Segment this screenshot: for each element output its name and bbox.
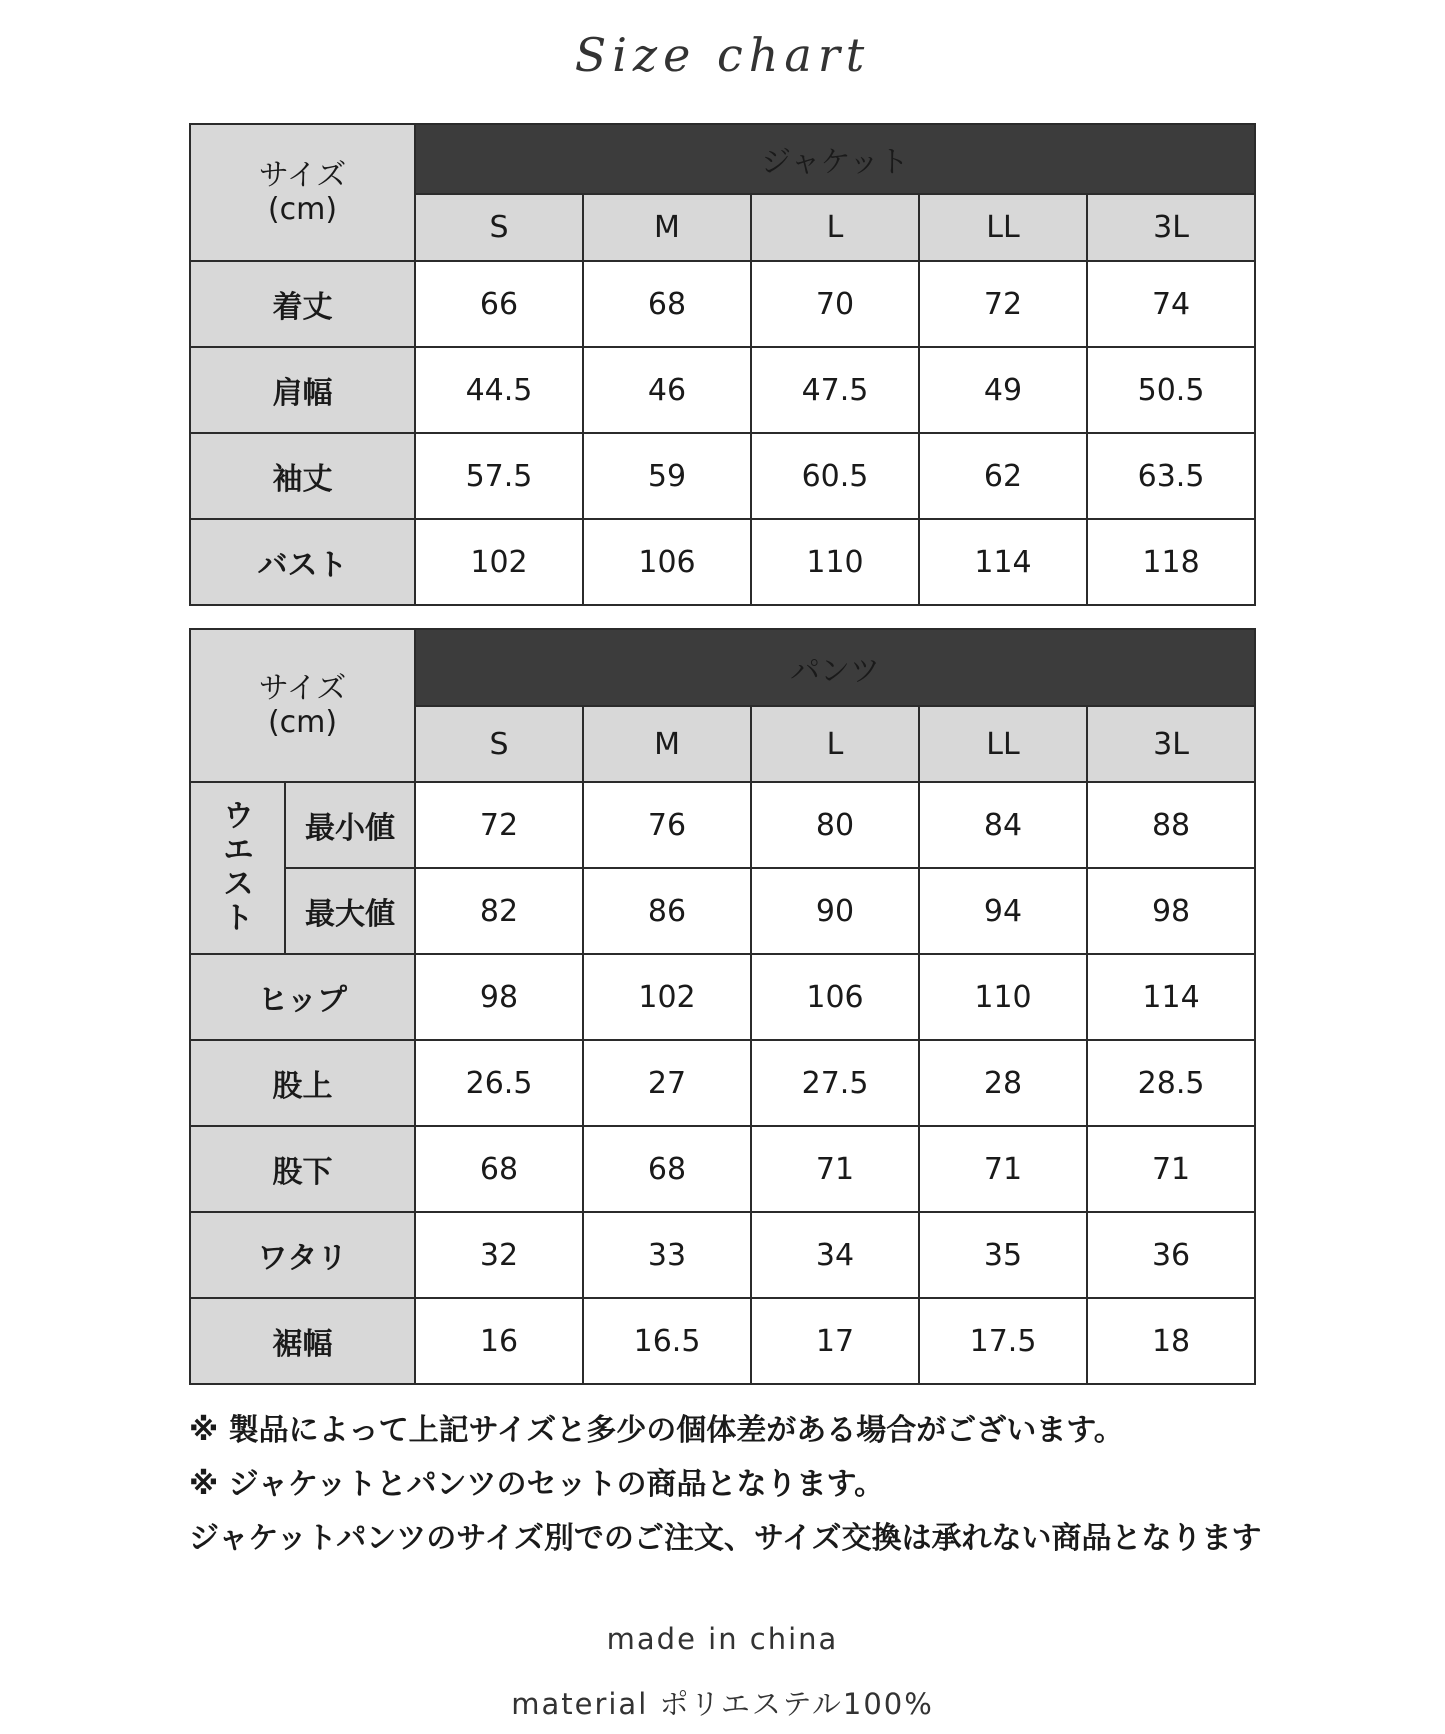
table-cell: 26.5 <box>415 1040 583 1126</box>
size-header-s: S <box>415 706 583 782</box>
size-header-s: S <box>415 194 583 261</box>
table-cell: 33 <box>583 1212 751 1298</box>
table-cell: 32 <box>415 1212 583 1298</box>
table-cell: 80 <box>751 782 919 868</box>
table-cell: 60.5 <box>751 433 919 519</box>
row-label: バスト <box>190 519 415 605</box>
size-header-label: サイズ <box>258 157 347 193</box>
table-cell: 46 <box>583 347 751 433</box>
table-cell: 106 <box>583 519 751 605</box>
table-cell: 110 <box>751 519 919 605</box>
table-cell: 16 <box>415 1298 583 1384</box>
table-cell: 17.5 <box>919 1298 1087 1384</box>
row-label: ヒップ <box>190 954 415 1040</box>
table-cell: 49 <box>919 347 1087 433</box>
waist-max-label: 最大値 <box>285 868 415 954</box>
table-cell: 114 <box>919 519 1087 605</box>
size-header-3l: 3L <box>1087 194 1255 261</box>
table-cell: 28 <box>919 1040 1087 1126</box>
size-header-m: M <box>583 706 751 782</box>
table-cell: 36 <box>1087 1212 1255 1298</box>
table-row <box>190 519 1255 605</box>
waist-min-label: 最小値 <box>285 782 415 868</box>
waist-label <box>190 782 285 954</box>
table-cell: 27 <box>583 1040 751 1126</box>
table-row <box>190 954 1255 1040</box>
table-cell: 90 <box>751 868 919 954</box>
row-label: 股下 <box>190 1126 415 1212</box>
size-header-3l: 3L <box>1087 706 1255 782</box>
size-header-unit: (cm) <box>267 704 338 740</box>
table-cell: 84 <box>919 782 1087 868</box>
table-cell: 18 <box>1087 1298 1255 1384</box>
page-title: Size chart <box>574 28 871 82</box>
table-cell: 47.5 <box>751 347 919 433</box>
table-cell: 59 <box>583 433 751 519</box>
table-row <box>190 868 1255 954</box>
table-cell: 102 <box>415 519 583 605</box>
table-cell: 76 <box>583 782 751 868</box>
table-cell: 16.5 <box>583 1298 751 1384</box>
size-header-l: L <box>751 194 919 261</box>
table-cell: 66 <box>415 261 583 347</box>
size-header-l: L <box>751 706 919 782</box>
table-cell: 68 <box>415 1126 583 1212</box>
note-line: ※ 製品によって上記サイズと多少の個体差がある場合がございます。 <box>189 1413 1124 1448</box>
table-cell: 72 <box>415 782 583 868</box>
material-text: material ポリエステル100% <box>511 1687 934 1721</box>
size-unit-header <box>190 629 415 782</box>
table-cell: 71 <box>751 1126 919 1212</box>
table-cell: 86 <box>583 868 751 954</box>
size-header-m: M <box>583 194 751 261</box>
table-row <box>190 1040 1255 1126</box>
table-row <box>190 1212 1255 1298</box>
size-header-unit: (cm) <box>267 191 338 227</box>
table-cell: 110 <box>919 954 1087 1040</box>
note-line: ジャケットパンツのサイズ別でのご注文、サイズ交換は承れない商品となります <box>189 1521 1262 1556</box>
table-cell: 17 <box>751 1298 919 1384</box>
table-cell: 118 <box>1087 519 1255 605</box>
table-cell: 71 <box>919 1126 1087 1212</box>
table-cell: 98 <box>415 954 583 1040</box>
pants-heading: パンツ <box>415 629 1255 706</box>
pants-size-table <box>189 628 1256 1385</box>
table-cell: 98 <box>1087 868 1255 954</box>
table-row <box>190 347 1255 433</box>
row-label: 裾幅 <box>190 1298 415 1384</box>
notes <box>189 1404 1429 1566</box>
table-cell: 72 <box>919 261 1087 347</box>
table-cell: 34 <box>751 1212 919 1298</box>
table-cell: 35 <box>919 1212 1087 1298</box>
table-cell: 28.5 <box>1087 1040 1255 1126</box>
size-header-ll: LL <box>919 194 1087 261</box>
table-cell: 106 <box>751 954 919 1040</box>
table-cell: 63.5 <box>1087 433 1255 519</box>
table-cell: 82 <box>415 868 583 954</box>
waist-label-text: ウエスト <box>223 799 254 936</box>
table-row <box>190 1126 1255 1212</box>
table-cell: 70 <box>751 261 919 347</box>
size-header-ll: LL <box>919 706 1087 782</box>
table-cell: 50.5 <box>1087 347 1255 433</box>
table-row <box>190 261 1255 347</box>
table-cell: 71 <box>1087 1126 1255 1212</box>
row-label: ワタリ <box>190 1212 415 1298</box>
row-label: 着丈 <box>190 261 415 347</box>
table-row <box>190 1298 1255 1384</box>
made-in-text: made in china <box>606 1622 839 1656</box>
table-cell: 57.5 <box>415 433 583 519</box>
jacket-size-table <box>189 123 1256 606</box>
note-line: ※ ジャケットとパンツのセットの商品となります。 <box>189 1467 885 1502</box>
table-cell: 68 <box>583 261 751 347</box>
table-cell: 74 <box>1087 261 1255 347</box>
row-label: 股上 <box>190 1040 415 1126</box>
size-unit-header <box>190 124 415 261</box>
row-label: 肩幅 <box>190 347 415 433</box>
table-cell: 114 <box>1087 954 1255 1040</box>
table-cell: 62 <box>919 433 1087 519</box>
table-cell: 94 <box>919 868 1087 954</box>
size-header-label: サイズ <box>258 670 347 706</box>
row-label: 袖丈 <box>190 433 415 519</box>
table-row <box>190 433 1255 519</box>
jacket-heading: ジャケット <box>415 124 1255 194</box>
table-cell: 68 <box>583 1126 751 1212</box>
table-row <box>190 782 1255 868</box>
table-cell: 44.5 <box>415 347 583 433</box>
table-cell: 102 <box>583 954 751 1040</box>
table-cell: 88 <box>1087 782 1255 868</box>
table-cell: 27.5 <box>751 1040 919 1126</box>
